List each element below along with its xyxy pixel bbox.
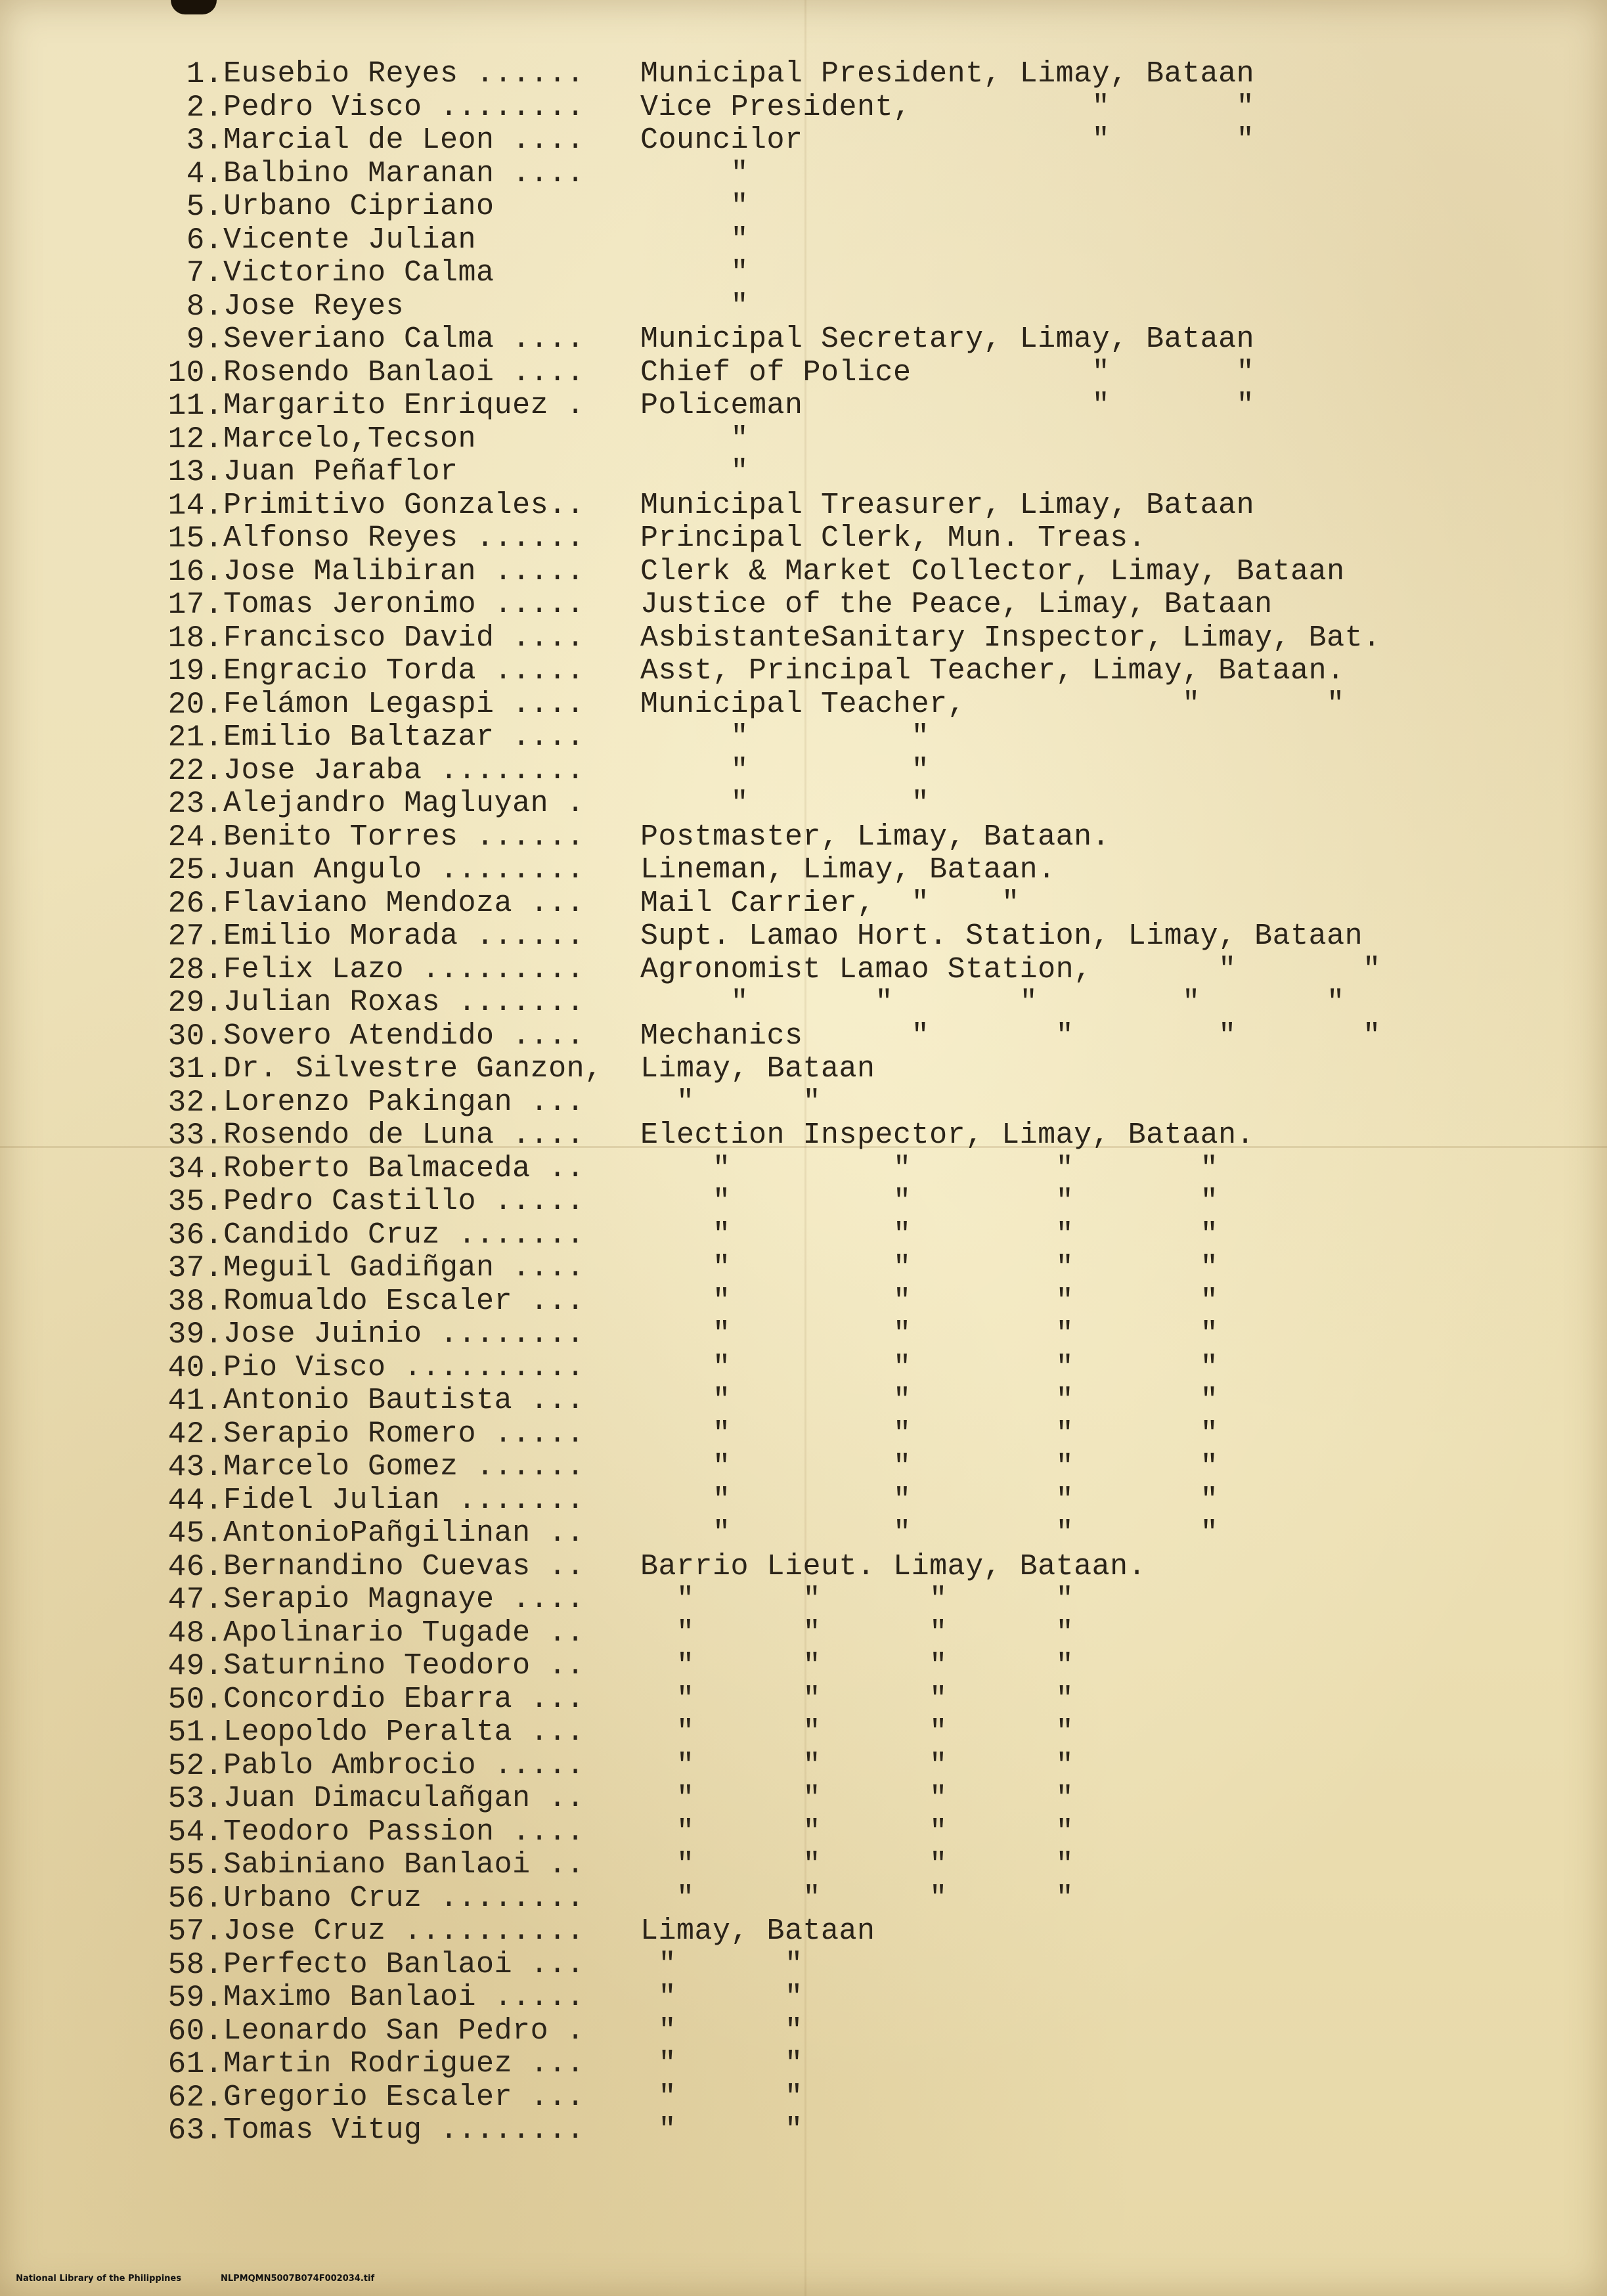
footer-file-id: NLPMQMN5007B074F002034.tif <box>220 2274 375 2284</box>
list-item <box>0 787 1607 820</box>
entry-number: 50. <box>167 1682 223 1717</box>
entry-name: Engracio Torda ..... <box>223 654 585 688</box>
entry-name: Meguil Gadiñgan .... <box>223 1251 585 1285</box>
entry-name: Emilio Morada ...... <box>223 919 585 953</box>
entry-number: 16. <box>167 554 223 589</box>
entry-number: 33. <box>167 1118 223 1153</box>
entry-position: " <box>640 223 749 257</box>
list-item <box>0 1119 1607 1152</box>
entry-number: 37. <box>167 1251 223 1285</box>
entry-name: Marcelo Gomez ...... <box>223 1450 585 1484</box>
entry-number: 15. <box>167 521 223 556</box>
entry-position: Vice President, " " <box>640 90 1255 124</box>
entry-position: " " " " <box>640 1616 1074 1650</box>
entry-number: 38. <box>167 1284 223 1319</box>
list-item <box>0 1252 1607 1285</box>
entry-name: Tomas Vitug ........ <box>223 2113 585 2147</box>
entry-number: 63. <box>167 2113 223 2148</box>
list-item <box>0 1451 1607 1484</box>
entry-number: 11. <box>167 389 223 423</box>
entry-position: Policeman " " <box>640 389 1255 422</box>
entry-number: 49. <box>167 1649 223 1683</box>
entry-name: Roberto Balmaceda .. <box>223 1151 585 1185</box>
list-item <box>0 1583 1607 1616</box>
entry-position: " " " " <box>640 1185 1219 1218</box>
list-item <box>0 2048 1607 2081</box>
list-item <box>0 323 1607 356</box>
entry-position: " <box>640 190 749 223</box>
entry-position: " " <box>640 2014 803 2048</box>
entry-name: Benito Torres ...... <box>223 820 585 854</box>
entry-name: Sovero Atendido .... <box>223 1019 585 1053</box>
entry-number: 61. <box>167 2047 223 2081</box>
list-item <box>0 91 1607 124</box>
list-item <box>0 1517 1607 1550</box>
entry-position: Postmaster, Limay, Bataan. <box>640 820 1111 854</box>
list-item <box>0 190 1607 223</box>
list-item <box>0 1086 1607 1119</box>
entry-position: " " " " <box>640 1483 1219 1517</box>
list-item <box>0 1650 1607 1683</box>
entry-number: 42. <box>167 1417 223 1451</box>
entry-position: " " <box>640 787 930 820</box>
entry-number: 7. <box>186 256 223 290</box>
entry-position: Asst, Principal Teacher, Limay, Bataan. <box>640 654 1345 688</box>
list-item <box>0 920 1607 953</box>
entry-position: " " " " <box>640 1151 1219 1185</box>
entry-number: 6. <box>186 223 223 257</box>
entry-name: Juan Dimaculañgan .. <box>223 1782 585 1815</box>
entry-position: Agronomist Lamao Station, " " <box>640 952 1381 986</box>
entry-position: " " " " <box>640 1251 1219 1285</box>
list-item <box>0 1882 1607 1915</box>
entry-position: Limay, Bataan <box>640 1914 875 1948</box>
entry-number: 2. <box>186 90 223 125</box>
entry-number: 47. <box>167 1583 223 1617</box>
entry-name: Alfonso Reyes ...... <box>223 521 585 555</box>
entry-position: " " <box>640 1947 803 1981</box>
list-item <box>0 1981 1607 2014</box>
entry-name: Victorino Calma <box>223 256 495 290</box>
entry-number: 1. <box>186 57 223 91</box>
list-item <box>0 456 1607 489</box>
entry-position: " " <box>640 2113 803 2147</box>
entry-position: " " <box>640 1085 822 1119</box>
entry-position: " " " " <box>640 1815 1074 1849</box>
entry-name: Pedro Castillo ..... <box>223 1185 585 1218</box>
list-item <box>0 556 1607 588</box>
entry-number: 51. <box>167 1715 223 1750</box>
list-item <box>0 854 1607 887</box>
entry-name: Concordio Ebarra ... <box>223 1682 585 1716</box>
entry-name: Apolinario Tugade .. <box>223 1616 585 1650</box>
entry-position: " " " " <box>640 1450 1219 1484</box>
entry-name: Perfecto Banlaoi ... <box>223 1947 585 1981</box>
entry-number: 46. <box>167 1549 223 1584</box>
entry-position: " <box>640 422 749 456</box>
entry-name: Alejandro Magluyan . <box>223 787 585 820</box>
entry-position: Councilor " " <box>640 123 1255 157</box>
entry-number: 3. <box>186 123 223 158</box>
entry-number: 59. <box>167 1981 223 2015</box>
entry-number: 53. <box>167 1782 223 1816</box>
entry-name: Maximo Banlaoi ..... <box>223 1981 585 2014</box>
entry-name: Antonio Bautista ... <box>223 1384 585 1417</box>
entry-position: " " " " <box>640 1782 1074 1815</box>
list-item <box>0 588 1607 621</box>
entry-number: 13. <box>167 455 223 489</box>
entry-position: Municipal Secretary, Limay, Bataan <box>640 322 1255 356</box>
entry-number: 12. <box>167 422 223 456</box>
list-item <box>0 1716 1607 1749</box>
list-item <box>0 124 1607 157</box>
entry-number: 55. <box>167 1848 223 1882</box>
entry-position: Justice of the Peace, Limay, Bataan <box>640 588 1273 621</box>
list-item <box>0 1318 1607 1351</box>
list-item <box>0 1053 1607 1086</box>
entry-number: 4. <box>186 156 223 191</box>
entry-name: Felix Lazo ......... <box>223 952 585 986</box>
entry-number: 32. <box>167 1085 223 1120</box>
archive-footer <box>4 2264 414 2293</box>
entry-name: Primitivo Gonzales.. <box>223 488 585 522</box>
entry-name: Serapio Magnaye .... <box>223 1583 585 1616</box>
entry-position: Election Inspector, Limay, Bataan. <box>640 1118 1255 1152</box>
entry-number: 60. <box>167 2014 223 2048</box>
entry-position: " " <box>640 2080 803 2114</box>
entry-name: Julian Roxas ....... <box>223 986 585 1019</box>
entry-number: 34. <box>167 1151 223 1186</box>
entry-number: 56. <box>167 1881 223 1916</box>
list-item <box>0 423 1607 456</box>
list-item <box>0 1949 1607 1981</box>
list-item <box>0 58 1607 91</box>
entry-name: Sabiniano Banlaoi .. <box>223 1848 585 1882</box>
entry-number: 39. <box>167 1317 223 1352</box>
entry-name: Jose Jaraba ........ <box>223 753 585 787</box>
entry-name: Eusebio Reyes ...... <box>223 57 585 91</box>
entry-number: 36. <box>167 1218 223 1252</box>
entry-number: 19. <box>167 654 223 688</box>
entry-name: Juan Angulo ........ <box>223 853 585 887</box>
entry-name: Teodoro Passion .... <box>223 1815 585 1849</box>
entry-number: 48. <box>167 1616 223 1650</box>
list-item <box>0 2015 1607 2048</box>
list-item <box>0 622 1607 655</box>
entry-name: Pablo Ambrocio ..... <box>223 1748 585 1782</box>
list-item <box>0 954 1607 986</box>
list-item <box>0 2114 1607 2147</box>
footer-institution: National Library of the Philippines <box>16 2274 181 2284</box>
entry-position: Clerk & Market Collector, Limay, Bataan <box>640 554 1345 588</box>
entry-position: AsbistanteSanitary Inspector, Limay, Bat. <box>640 621 1381 655</box>
entry-name: Pio Visco .......... <box>223 1350 585 1384</box>
entry-number: 24. <box>167 820 223 854</box>
entry-number: 35. <box>167 1185 223 1219</box>
list-item <box>0 1384 1607 1417</box>
entry-position: Municipal Teacher, " " <box>640 687 1345 721</box>
list-item <box>0 1352 1607 1384</box>
entry-position: Municipal President, Limay, Bataan <box>640 57 1255 91</box>
entry-name: Felámon Legaspi .... <box>223 687 585 721</box>
entry-name: Jose Juinio ........ <box>223 1317 585 1351</box>
entry-name: Urbano Cipriano <box>223 190 495 223</box>
entry-number: 54. <box>167 1815 223 1849</box>
entry-position: Lineman, Limay, Bataan. <box>640 853 1056 887</box>
list-item <box>0 1185 1607 1218</box>
entry-number: 14. <box>167 488 223 523</box>
entry-position: Mechanics " " " " <box>640 1019 1381 1053</box>
entry-name: Marcelo,Tecson <box>223 422 477 456</box>
list-item <box>0 821 1607 854</box>
entry-name: Severiano Calma .... <box>223 322 585 356</box>
entry-name: Rosendo de Luna .... <box>223 1118 585 1152</box>
entry-number: 28. <box>167 952 223 987</box>
entry-number: 8. <box>186 289 223 324</box>
entry-number: 18. <box>167 621 223 655</box>
list-item <box>0 257 1607 290</box>
list-item <box>0 224 1607 257</box>
entry-position: " " " " <box>640 1583 1074 1616</box>
entry-name: Balbino Maranan .... <box>223 156 585 190</box>
entry-number: 40. <box>167 1350 223 1385</box>
entry-position: " <box>640 256 749 290</box>
list-item <box>0 1484 1607 1517</box>
entry-name: Vicente Julian <box>223 223 477 257</box>
entry-position: " <box>640 156 749 190</box>
entry-position: " " " " <box>640 1384 1219 1417</box>
entry-name: Jose Reyes <box>223 289 405 323</box>
list-item <box>0 1020 1607 1053</box>
entry-name: Francisco David .... <box>223 621 585 655</box>
entry-name: Dr. Silvestre Ganzon, <box>223 1052 603 1086</box>
entry-name: Urbano Cruz ........ <box>223 1881 585 1915</box>
entry-number: 29. <box>167 986 223 1020</box>
list-item <box>0 887 1607 920</box>
entry-name: Jose Cruz .......... <box>223 1914 585 1948</box>
entry-name: Rosendo Banlaoi .... <box>223 355 585 389</box>
entry-number: 52. <box>167 1748 223 1783</box>
entry-position: " " " " <box>640 1848 1074 1882</box>
entry-name: Martin Rodriguez ... <box>223 2047 585 2081</box>
list-item <box>0 655 1607 688</box>
entry-number: 30. <box>167 1019 223 1053</box>
list-item <box>0 1153 1607 1185</box>
entry-number: 10. <box>167 355 223 390</box>
entry-position: Municipal Treasurer, Limay, Bataan <box>640 488 1255 522</box>
list-item <box>0 1285 1607 1318</box>
entry-name: AntonioPañgilinan .. <box>223 1516 585 1550</box>
entry-number: 21. <box>167 720 223 755</box>
entry-position: Principal Clerk, Mun. Treas. <box>640 521 1147 555</box>
entry-position: Barrio Lieut. Limay, Bataan. <box>640 1549 1147 1583</box>
entry-position: " " " " <box>640 1417 1219 1451</box>
entry-number: 43. <box>167 1450 223 1484</box>
entry-position: " " " " <box>640 1350 1219 1384</box>
list-item <box>0 1683 1607 1716</box>
entry-name: Juan Peñaflor <box>223 455 458 489</box>
entry-position: " " " " <box>640 1682 1074 1716</box>
entry-number: 17. <box>167 588 223 622</box>
entry-name: Leopoldo Peralta ... <box>223 1715 585 1749</box>
entry-position: " " <box>640 753 930 787</box>
entry-number: 58. <box>167 1947 223 1982</box>
entry-number: 9. <box>186 322 223 357</box>
entry-number: 57. <box>167 1914 223 1949</box>
entry-position: " <box>640 455 749 489</box>
entry-position: " " <box>640 720 930 754</box>
list-item <box>0 389 1607 422</box>
entry-number: 25. <box>167 853 223 887</box>
entry-number: 62. <box>167 2080 223 2115</box>
entry-position: " " " " <box>640 1284 1219 1318</box>
entry-number: 41. <box>167 1384 223 1418</box>
list-item <box>0 1782 1607 1815</box>
entry-position: " " " " <box>640 1748 1074 1782</box>
entry-name: Serapio Romero ..... <box>223 1417 585 1451</box>
list-item <box>0 1750 1607 1782</box>
entry-name: Marcial de Leon .... <box>223 123 585 157</box>
list-item <box>0 1915 1607 1948</box>
entry-position: " " " " <box>640 1881 1074 1915</box>
entry-name: Gregorio Escaler ... <box>223 2080 585 2114</box>
entry-position: Chief of Police " " <box>640 355 1255 389</box>
entry-number: 23. <box>167 787 223 821</box>
entry-number: 44. <box>167 1483 223 1518</box>
list-item <box>0 1816 1607 1849</box>
list-item <box>0 1551 1607 1583</box>
entry-name: Pedro Visco ........ <box>223 90 585 124</box>
entry-name: Bernandino Cuevas .. <box>223 1549 585 1583</box>
entry-number: 22. <box>167 753 223 788</box>
entry-position: Supt. Lamao Hort. Station, Limay, Bataan <box>640 919 1363 953</box>
entry-name: Saturnino Teodoro .. <box>223 1649 585 1683</box>
entry-position: " " " " <box>640 1715 1074 1749</box>
entry-name: Emilio Baltazar .... <box>223 720 585 754</box>
list-item <box>0 1418 1607 1451</box>
list-item <box>0 986 1607 1019</box>
list-item <box>0 522 1607 555</box>
entry-number: 31. <box>167 1052 223 1086</box>
entry-number: 26. <box>167 886 223 921</box>
entry-name: Candido Cruz ....... <box>223 1218 585 1252</box>
entry-position: " " " " <box>640 1649 1074 1683</box>
entry-name: Fidel Julian ....... <box>223 1483 585 1517</box>
entry-position: " " " " <box>640 1218 1219 1252</box>
entry-position: " " " " <box>640 1317 1219 1351</box>
entry-number: 5. <box>186 190 223 224</box>
entry-name: Tomas Jeronimo ..... <box>223 588 585 621</box>
list-item <box>0 2081 1607 2114</box>
entry-name: Jose Malibiran ..... <box>223 554 585 588</box>
entry-name: Flaviano Mendoza ... <box>223 886 585 920</box>
entry-number: 45. <box>167 1516 223 1551</box>
entry-position: Limay, Bataan <box>640 1052 875 1086</box>
entry-name: Lorenzo Pakingan ... <box>223 1085 585 1119</box>
entry-name: Romualdo Escaler ... <box>223 1284 585 1318</box>
list-item <box>0 489 1607 522</box>
entry-number: 27. <box>167 919 223 954</box>
entry-position: Mail Carrier, " " <box>640 886 1020 920</box>
list-item <box>0 1849 1607 1882</box>
list-item <box>0 1617 1607 1650</box>
list-item <box>0 158 1607 190</box>
list-item <box>0 755 1607 787</box>
list-item <box>0 688 1607 721</box>
entry-number: 20. <box>167 687 223 722</box>
entry-position: " " " " " <box>640 986 1345 1019</box>
entry-position: " " <box>640 1981 803 2014</box>
list-item <box>0 357 1607 389</box>
entry-position: " " " " <box>640 1516 1219 1550</box>
entry-name: Margarito Enriquez . <box>223 389 585 422</box>
entry-position: " " <box>640 2047 803 2081</box>
list-item <box>0 721 1607 754</box>
entry-position: " <box>640 289 749 323</box>
list-item <box>0 1219 1607 1252</box>
list-item <box>0 290 1607 323</box>
entry-name: Leonardo San Pedro . <box>223 2014 585 2048</box>
